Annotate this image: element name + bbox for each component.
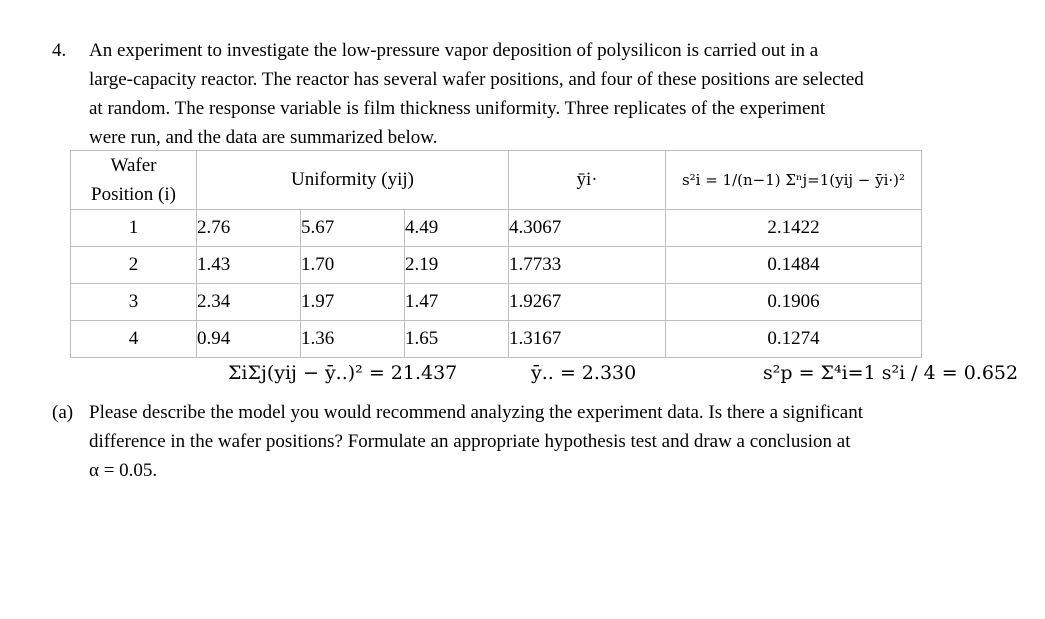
header-mean: ȳi· [509, 151, 666, 210]
table-row [71, 284, 922, 321]
table-row [71, 321, 922, 358]
uniformity-cell: 1.43 [197, 247, 301, 284]
position-cell: 4 [71, 321, 197, 358]
uniformity-cell: 1.70 [301, 247, 405, 284]
part-a-text [89, 398, 1019, 485]
uniformity-cell: 5.67 [301, 210, 405, 247]
mean-cell: 1.3167 [509, 321, 666, 358]
uniformity-cell: 2.19 [405, 247, 509, 284]
uniformity-cell: 1.47 [405, 284, 509, 321]
variance-cell: 2.1422 [666, 210, 922, 247]
problem-text [89, 36, 1009, 152]
header-position-label: Position (i) [91, 184, 176, 205]
uniformity-cell: 1.36 [301, 321, 405, 358]
uniformity-cell: 0.94 [197, 321, 301, 358]
uniformity-cell: 2.34 [197, 284, 301, 321]
uniformity-cell: 4.49 [405, 210, 509, 247]
mean-cell: 4.3067 [509, 210, 666, 247]
problem-line: were run, and the data are summarized below. [89, 127, 438, 148]
problem-line: at random. The response variable is film thickness uniformity. Three replicates of the experiment [89, 98, 826, 119]
problem-number: 4. [52, 40, 67, 61]
uniformity-cell: 1.97 [301, 284, 405, 321]
grand-mean: ȳ.. = 2.330 [531, 362, 637, 384]
uniformity-cell: 2.76 [197, 210, 301, 247]
part-a-line: Please describe the model you would recommend analyzing the experiment data. Is there a significant [89, 402, 863, 423]
header-uniformity: Uniformity (yij) [197, 151, 509, 210]
header-wafer-label: Wafer [110, 155, 157, 176]
uniformity-cell: 1.65 [405, 321, 509, 358]
position-cell: 2 [71, 247, 197, 284]
variance-cell: 0.1906 [666, 284, 922, 321]
total-sum-of-squares: ΣiΣj(yij − ȳ..)² = 21.437 [228, 362, 458, 384]
variance-cell: 0.1484 [666, 247, 922, 284]
mean-cell: 1.7733 [509, 247, 666, 284]
part-a-line: difference in the wafer positions? Formulate an appropriate hypothesis test and draw a conclusion at [89, 431, 851, 452]
variance-cell: 0.1274 [666, 321, 922, 358]
problem-line: large-capacity reactor. The reactor has several wafer positions, and four of these positions are selected [89, 69, 864, 90]
part-a-line: α = 0.05. [89, 460, 158, 481]
problem-line: An experiment to investigate the low-pressure vapor deposition of polysilicon is carried out in a [89, 40, 819, 61]
part-a-label: (a) [52, 402, 74, 423]
position-cell: 3 [71, 284, 197, 321]
position-cell: 1 [71, 210, 197, 247]
table-row [71, 247, 922, 284]
header-wafer-position [71, 151, 197, 210]
table-header-row [71, 151, 922, 210]
table-row [71, 210, 922, 247]
header-variance: s²i = 1/(n−1) Σⁿj=1(yij − ȳi·)² [666, 151, 922, 210]
data-table [70, 150, 922, 358]
pooled-variance: s²p = Σ⁴i=1 s²i / 4 = 0.652 [763, 362, 1019, 384]
mean-cell: 1.9267 [509, 284, 666, 321]
